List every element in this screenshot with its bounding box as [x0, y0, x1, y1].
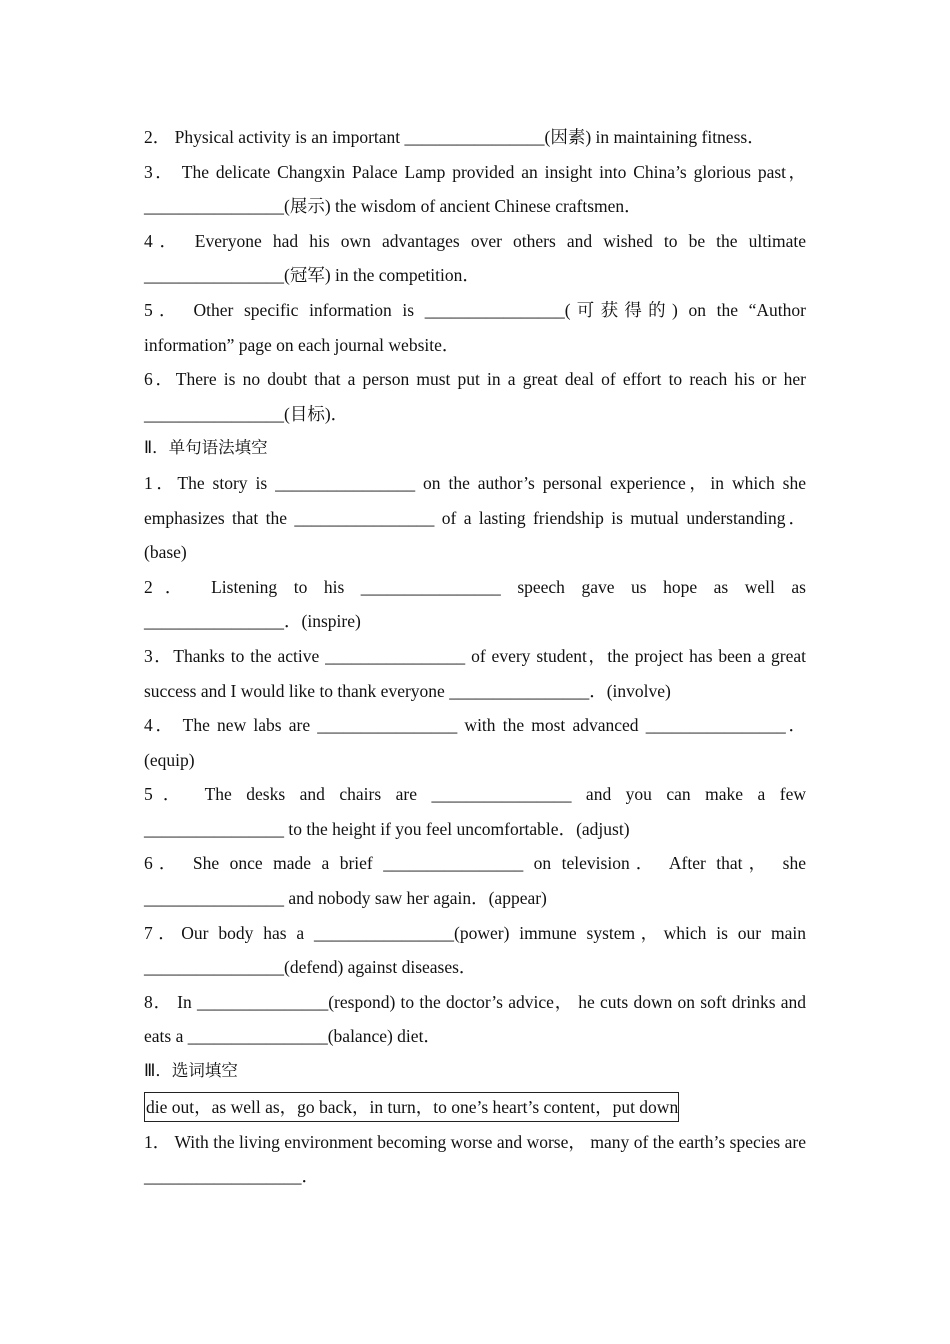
question-5: 5． Other specific information is ________________(可获得的) on the “Author information” page on each journal website． — [144, 299, 806, 355]
word-choice-question-1: 1． With the living environment becoming worse and worse， many of the earth’s species are __________________． — [144, 1131, 806, 1187]
section-word-choice — [144, 1054, 806, 1194]
question-6: 6．There is no doubt that a person must put in a great deal of effort to reach his or her ________________(目标)． — [144, 369, 806, 424]
section-heading-word-choice: Ⅲ．选词填空 — [144, 1061, 238, 1081]
section-vocabulary — [144, 120, 806, 431]
question-3: 3． The delicate Changxin Palace Lamp provided an insight into China’s glorious past，________________(展示) the wisdom of ancient Chinese craftsmen． — [144, 161, 806, 217]
grammar-question-1: 1．The story is ________________ on the author’s personal experience，in which she emphasizes that the ________________ of a lasting friendship is mutual understanding．(base) — [144, 472, 806, 563]
worksheet-page — [144, 120, 806, 1194]
grammar-question-6: 6． She once made a brief ________________ on television． After that， she ________________ and nobody saw her again．(appear) — [144, 853, 806, 909]
grammar-question-8: 8． In _______________(respond) to the doctor’s advice， he cuts down on soft drinks and eats a ________________(balance) diet． — [144, 991, 806, 1047]
section-grammar — [144, 431, 806, 1054]
grammar-question-5: 5． The desks and chairs are ________________ and you can make a few ________________ to the height if you feel uncomfortable．(adjust) — [144, 784, 806, 839]
word-bank-box: die out，as well as，go back，in turn，to one’s heart’s content，put down — [144, 1092, 679, 1122]
grammar-question-2: 2． Listening to his ________________ speech gave us hope as well as ________________．(inspire) — [144, 576, 806, 632]
question-4: 4． Everyone had his own advantages over others and wished to be the ultimate ________________(冠军) in the competition． — [144, 230, 806, 286]
grammar-question-3: 3．Thanks to the active ________________ of every student，the project has been a great success and I would like to thank everyone ________________．(involve) — [144, 645, 806, 701]
question-2: 2． Physical activity is an important ________________(因素) in maintaining fitness． — [144, 127, 765, 147]
grammar-question-4: 4． The new labs are ________________ with the most advanced ________________．(equip) — [144, 715, 806, 770]
grammar-question-7: 7．Our body has a ________________(power) immune system，which is our main ________________(defend) against diseases． — [144, 922, 806, 978]
section-heading-grammar: Ⅱ．单句语法填空 — [144, 438, 268, 458]
